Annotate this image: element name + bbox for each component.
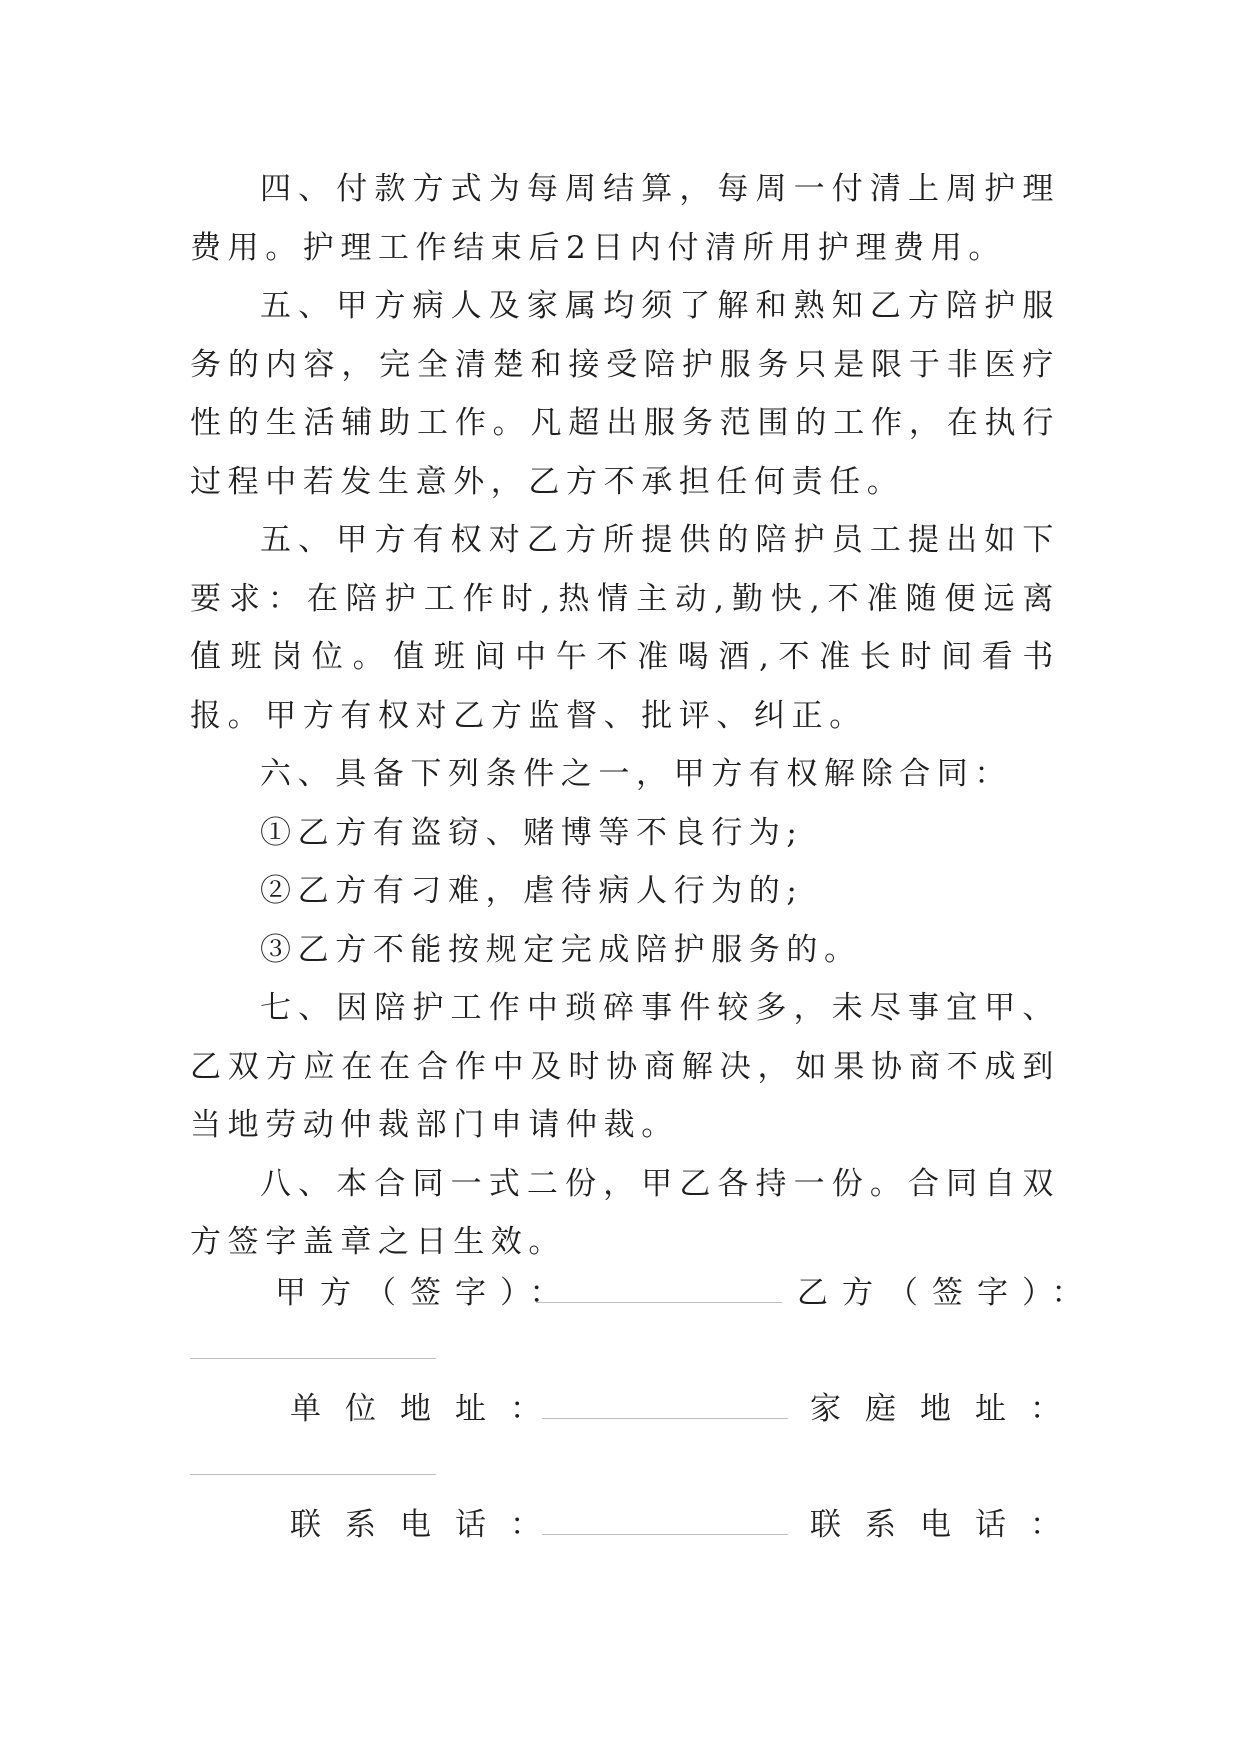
clause-effect: 八、本合同一式二份，甲乙各持一份。合同自双方签字盖章之日生效。 [190, 1165, 1060, 1260]
party-a-sign-line [536, 1302, 782, 1303]
clause-payment: 四、付款方式为每周结算，每周一付清上周护理费用。护理工作结束后2日内付清所用护理费用。 [190, 171, 1060, 266]
phone-a-line [542, 1534, 788, 1535]
termination-condition-2: ②乙方有刁难，虐待病人行为的; [260, 873, 804, 909]
unit-address-line [542, 1418, 788, 1419]
party-a-sign-label: 甲方（签字）： [275, 1275, 575, 1311]
party-b-sign-line [190, 1358, 436, 1359]
unit-address-label: 单位地址： [290, 1391, 565, 1427]
party-b-sign-label: 乙方（签字）： [797, 1275, 1097, 1311]
termination-condition-3: ③乙方不能按规定完成陪护服务的。 [260, 931, 862, 968]
contract-body [190, 160, 1060, 1272]
clause-disputes: 七、因陪护工作中琐碎事件较多，未尽事宜甲、乙双方应在在合作中及时协商解决，如果协商不成到当地劳动仲裁部门申请仲裁。 [190, 990, 1060, 1143]
phone-a-label: 联系电话： [290, 1507, 565, 1543]
home-address-line [190, 1474, 436, 1475]
clause-termination: 六、具备下列条件之一，甲方有权解除合同： [260, 756, 1012, 792]
home-address-label: 家庭地址： [810, 1391, 1085, 1427]
phone-b-label: 联系电话： [810, 1507, 1085, 1543]
clause-staff-requirements: 五、甲方有权对乙方所提供的陪护员工提出如下要求：在陪护工作时,热情主动,勤快,不准随便远离值班岗位。值班间中午不准喝酒,不准长时间看书报。甲方有权对乙方监督、批评、纠正。 [190, 522, 1060, 734]
clause-service-scope: 五、甲方病人及家属均须了解和熟知乙方陪护服务的内容，完全清楚和接受陪护服务只是限于非医疗性的生活辅助工作。凡超出服务范围的工作，在执行过程中若发生意外，乙方不承担任何责任。 [190, 288, 1060, 500]
termination-condition-1: ①乙方有盗窃、赌博等不良行为; [260, 814, 804, 851]
